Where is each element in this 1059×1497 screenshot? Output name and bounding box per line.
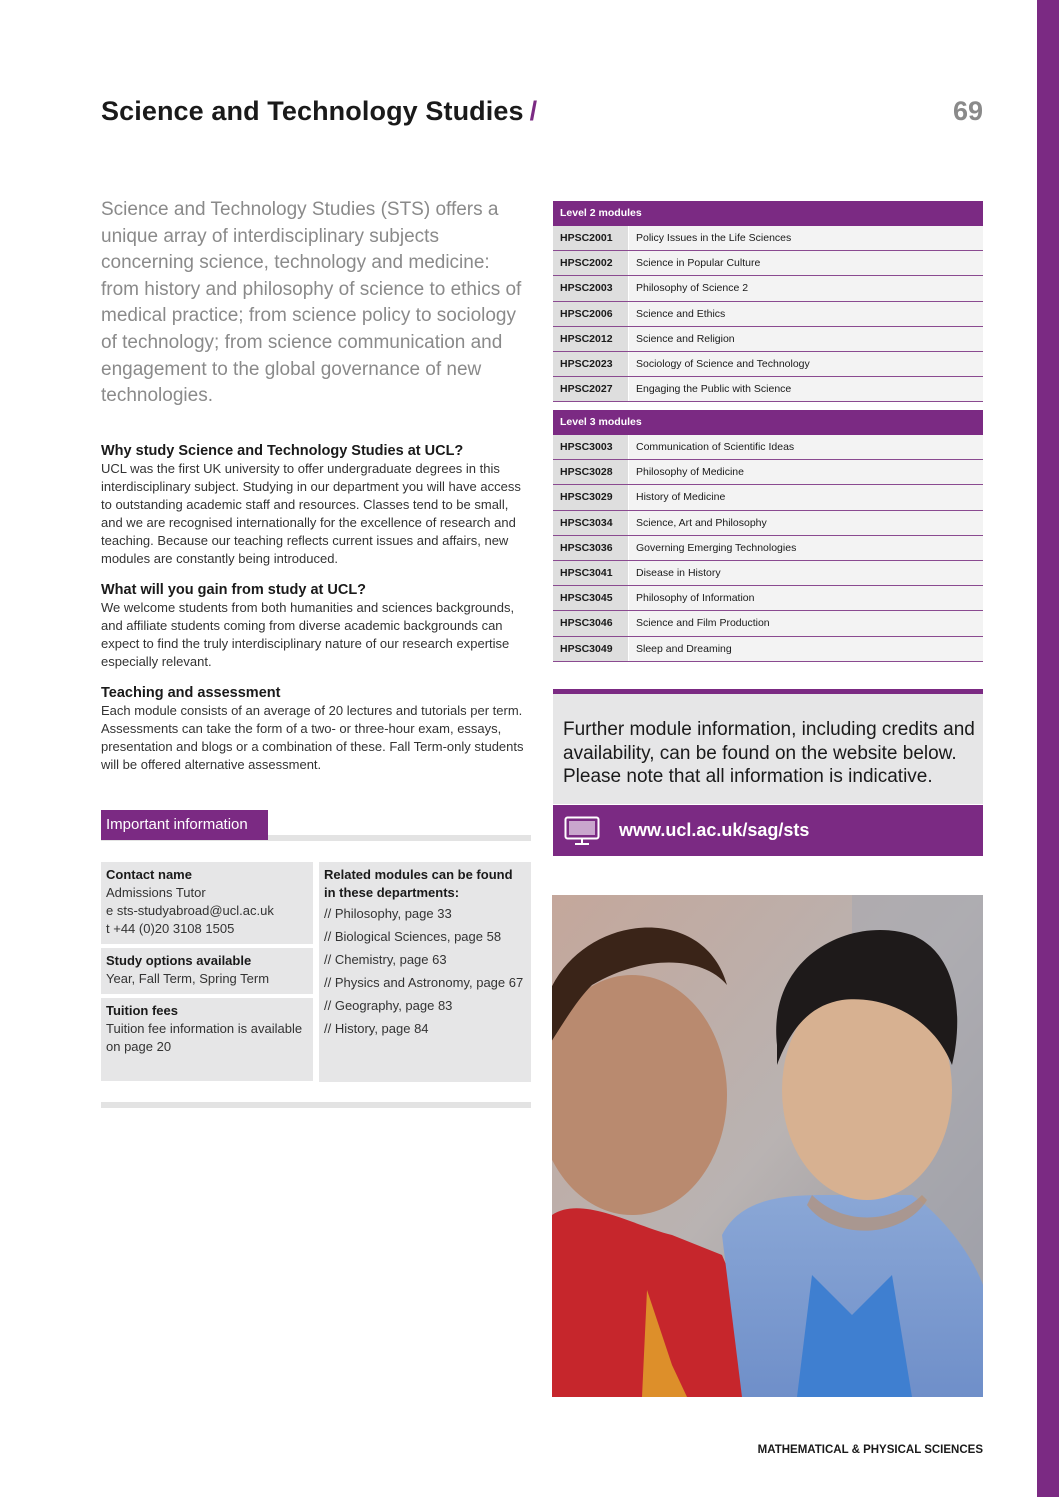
module-row [553,460,983,485]
module-row [553,327,983,352]
why-study-heading: Why study Science and Technology Studies at UCL? [101,443,464,459]
module-title: Communication of Scientific Ideas [628,435,983,459]
related-item: // Biological Sciences, page 58 [324,929,502,944]
page-number: 69 [952,96,983,126]
module-title: Science in Popular Culture [628,251,983,275]
intro-paragraph: Science and Technology Studies (STS) offers a unique array of interdisciplinary subjects concerning science, technology and medicine: from history and philosophy of science to ethics of medical practice; from science policy to sociology of technology; from science communication and engagement to the global governance of new technologies. [101,199,522,407]
contact-block [101,862,313,944]
side-accent-bar [1037,0,1059,1497]
footer-section-label: MATHEMATICAL & PHYSICAL SCIENCES [757,1444,983,1456]
tuition-block [101,998,313,1081]
module-row [553,435,983,460]
level2-header: Level 2 modules [553,201,983,226]
important-info-tab: Important information [101,810,268,840]
module-row [553,561,983,586]
level3-header: Level 3 modules [553,410,983,435]
monitor-icon [564,816,600,846]
why-study-section [101,443,531,568]
module-code: HPSC3045 [553,586,628,610]
related-title: Related modules can be found in these departments: [324,867,513,900]
module-code: HPSC3049 [553,637,628,661]
what-gain-body: We welcome students from both humanities and sciences backgrounds, and affiliate students coming from diverse academic backgrounds can expect to find the truly interdisciplinary nature of our research expertise especially relevant. [101,600,515,669]
contact-title: Contact name [106,867,192,882]
module-row [553,251,983,276]
related-item: // Philosophy, page 33 [324,906,452,921]
study-options-title: Study options available [106,953,252,968]
module-code: HPSC2001 [553,226,628,250]
module-row [553,276,983,301]
module-title: Philosophy of Information [628,586,983,610]
what-gain-heading: What will you gain from study at UCL? [101,582,367,598]
contact-phone: t +44 (0)20 3108 1505 [106,921,235,936]
page-title [101,96,537,127]
module-row [553,611,983,636]
related-item: // Physics and Astronomy, page 67 [324,975,524,990]
module-title: Sociology of Science and Technology [628,352,983,376]
further-info-text: Further module information, including credits and availability, can be found on the website below. Please note that all information is indicative. [563,719,975,787]
contact-name: Admissions Tutor [106,885,206,900]
module-row [553,377,983,402]
teaching-body: Each module consists of an average of 20 lectures and tutorials per term. Assessments can take the form of a two- or three-hour exam, essays, presentation and blogs or a combination of these. Fall Term-only students will be offered alternative assessment. [101,703,524,772]
module-title: Policy Issues in the Life Sciences [628,226,983,250]
related-item: // History, page 84 [324,1021,429,1036]
module-title: Sleep and Dreaming [628,637,983,661]
page-title-text: Science and Technology Studies [101,96,524,126]
module-title: Science and Ethics [628,302,983,326]
teaching-heading: Teaching and assessment [101,685,281,701]
module-row [553,586,983,611]
why-study-body: UCL was the first UK university to offer undergraduate degrees in this interdisciplinary subject. Studying in our department you will have access to outstanding academic staff and resources. Classes tend to be small, and we are recognised internationally for the excellence of research and teaching. Because our teaching reflects current issues and affairs, new modules are constantly being introduced. [101,461,521,566]
module-code: HPSC2002 [553,251,628,275]
tuition-text: Tuition fee information is available on page 20 [106,1021,303,1054]
module-row [553,536,983,561]
related-item: // Geography, page 83 [324,998,453,1013]
teaching-section [101,685,531,774]
tuition-title: Tuition fees [106,1003,178,1018]
module-code: HPSC2003 [553,276,628,300]
module-code: HPSC3036 [553,536,628,560]
related-item: // Chemistry, page 63 [324,952,447,967]
level3-modules-table [553,410,983,662]
module-title: Science, Art and Philosophy [628,511,983,535]
module-title: Philosophy of Medicine [628,460,983,484]
module-title: Science and Film Production [628,611,983,635]
module-title: Science and Religion [628,327,983,351]
study-options-block [101,948,313,994]
website-link-bar[interactable] [553,805,983,856]
module-row [553,302,983,327]
module-row [553,352,983,377]
module-code: HPSC3034 [553,511,628,535]
module-code: HPSC3028 [553,460,628,484]
study-options-text: Year, Fall Term, Spring Term [106,971,270,986]
module-code: HPSC3046 [553,611,628,635]
module-title: Engaging the Public with Science [628,377,983,401]
module-code: HPSC2027 [553,377,628,401]
module-row [553,226,983,251]
module-row [553,485,983,510]
divider [101,1102,531,1108]
website-url-link[interactable]: www.ucl.ac.uk/sag/sts [619,820,810,840]
further-info-box [553,689,983,804]
module-code: HPSC2012 [553,327,628,351]
module-row [553,637,983,662]
module-code: HPSC3041 [553,561,628,585]
module-title: Governing Emerging Technologies [628,536,983,560]
module-title: Philosophy of Science 2 [628,276,983,300]
contact-email[interactable]: e sts-studyabroad@ucl.ac.uk [106,903,274,918]
important-info-header [101,810,531,842]
module-code: HPSC3029 [553,485,628,509]
students-photo-illustration [552,895,983,1397]
module-code: HPSC2006 [553,302,628,326]
level2-modules-table [553,201,983,402]
module-title: History of Medicine [628,485,983,509]
module-title: Disease in History [628,561,983,585]
info-left-column [101,862,313,1085]
students-photo [552,895,983,1397]
module-row [553,511,983,536]
module-code: HPSC2023 [553,352,628,376]
module-code: HPSC3003 [553,435,628,459]
what-gain-section [101,582,531,671]
related-modules-block [319,862,531,1082]
title-slash: / [529,96,538,126]
